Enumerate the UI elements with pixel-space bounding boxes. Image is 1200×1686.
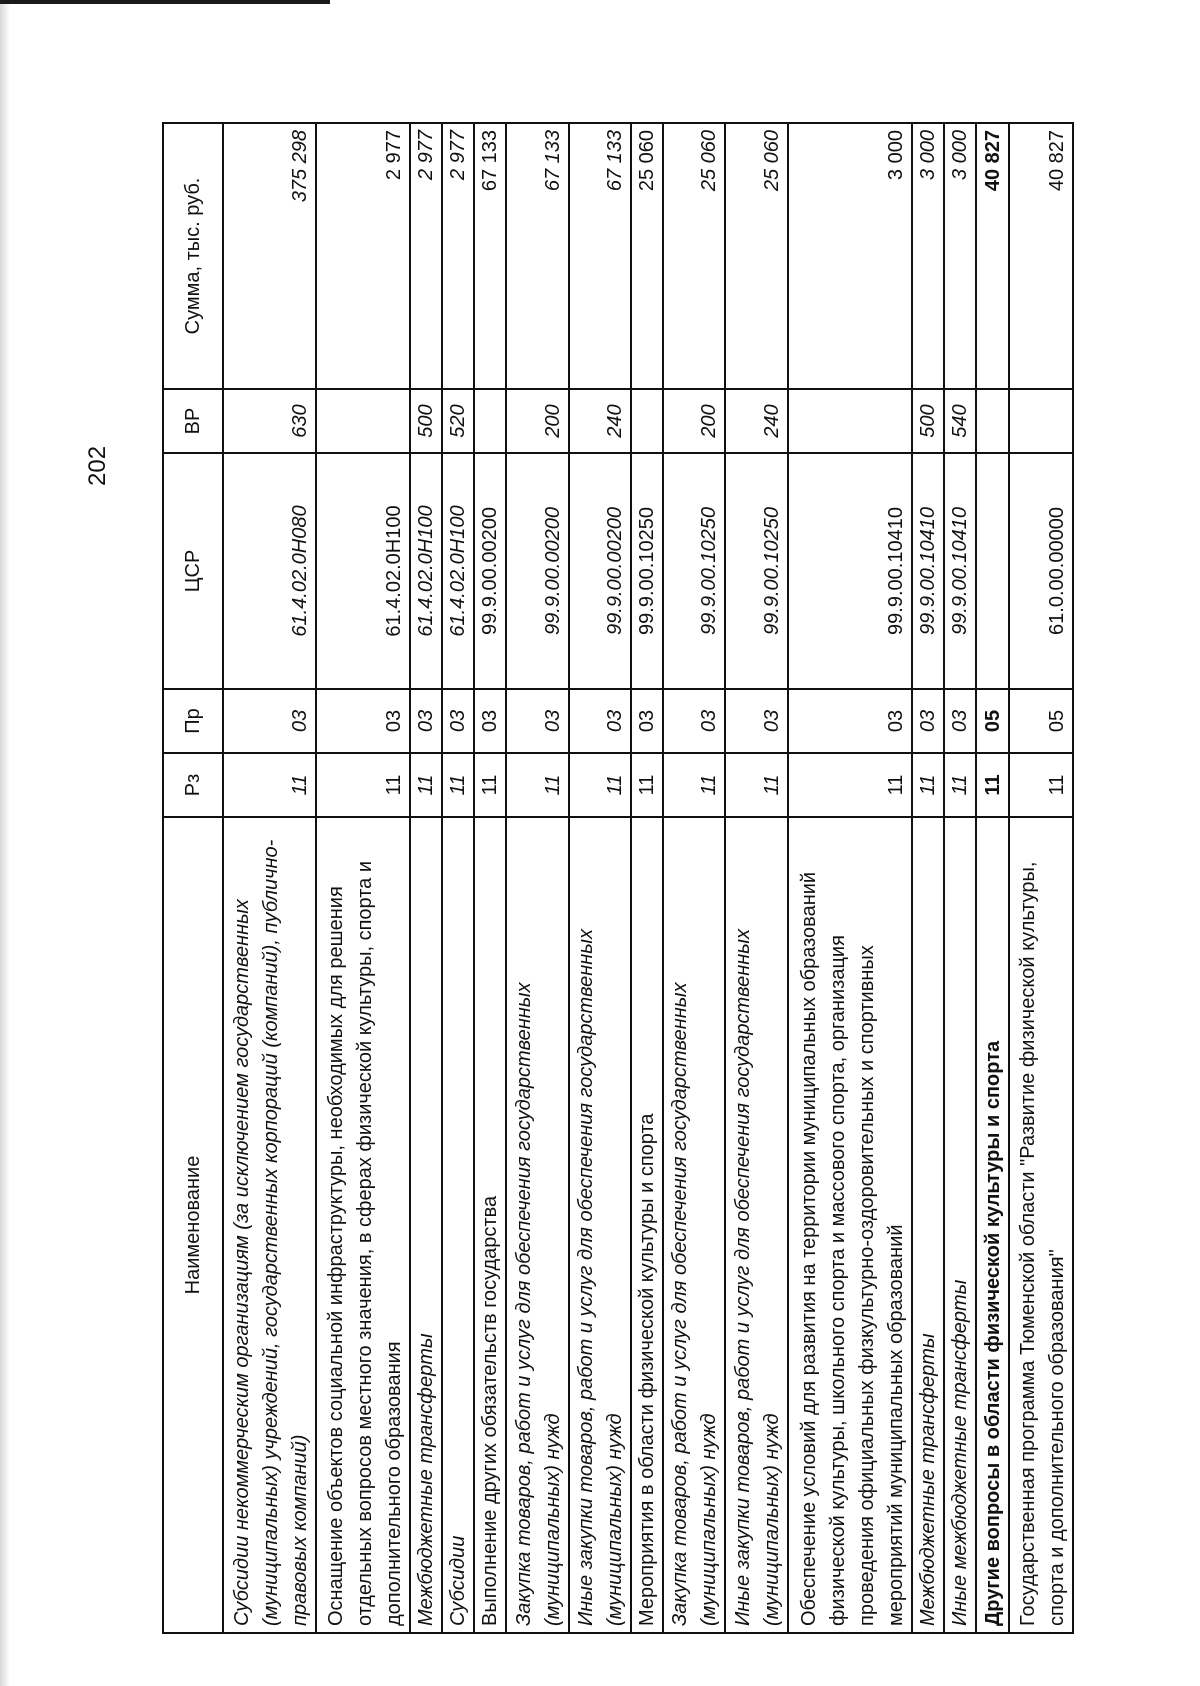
table-row [442, 123, 474, 1633]
header-csr: ЦСР [163, 453, 223, 689]
table-row [410, 123, 442, 1633]
cell-sum: 375 298 [223, 123, 316, 389]
cell-pr: 03 [663, 689, 725, 753]
cell-pr: 03 [410, 689, 442, 753]
cell-pr: 03 [442, 689, 474, 753]
table-row [944, 123, 976, 1633]
cell-sum: 67 133 [474, 123, 506, 389]
cell-sum: 2 977 [442, 123, 474, 389]
cell-rz: 11 [944, 753, 976, 817]
cell-pr: 03 [944, 689, 976, 753]
cell-csr: 61.0.00.00000 [1009, 453, 1073, 689]
cell-sum: 3 000 [788, 123, 913, 389]
cell-sum: 2 977 [410, 123, 442, 389]
cell-csr: 61.4.02.0Н080 [223, 453, 316, 689]
table-row [316, 123, 409, 1633]
cell-vr: 500 [912, 389, 944, 453]
budget-table [162, 122, 1074, 1634]
cell-rz: 11 [631, 753, 663, 817]
cell-csr: 99.9.00.10250 [725, 453, 787, 689]
cell-csr: 99.9.00.10250 [631, 453, 663, 689]
rotated-table-wrapper [162, 124, 1074, 1634]
cell-pr: 05 [976, 689, 1008, 753]
cell-vr: 240 [569, 389, 631, 453]
table-row [569, 123, 631, 1633]
cell-rz: 11 [474, 753, 506, 817]
cell-pr: 03 [631, 689, 663, 753]
cell-csr: 99.9.00.10410 [788, 453, 913, 689]
table-row [1009, 123, 1073, 1633]
cell-rz: 11 [663, 753, 725, 817]
cell-rz: 11 [976, 753, 1008, 817]
cell-pr: 03 [569, 689, 631, 753]
cell-csr: 99.9.00.00200 [474, 453, 506, 689]
cell-sum: 25 060 [631, 123, 663, 389]
cell-sum: 3 000 [944, 123, 976, 389]
table-row [223, 123, 316, 1633]
cell-rz: 11 [569, 753, 631, 817]
page-number: 202 [84, 445, 111, 486]
cell-csr: 61.4.02.0Н100 [442, 453, 474, 689]
cell-pr: 03 [474, 689, 506, 753]
cell-name: Мероприятия в области физической культуры и спорта [631, 817, 663, 1633]
cell-name: Государственная программа Тюменской области "Развитие физической культуры, спорта и дополнительного образования" [1009, 817, 1073, 1633]
cell-csr: 99.9.00.00200 [506, 453, 568, 689]
scan-edge [0, 0, 10, 1686]
table-row [725, 123, 787, 1633]
cell-rz: 11 [410, 753, 442, 817]
cell-vr [631, 389, 663, 453]
cell-sum: 2 977 [316, 123, 409, 389]
cell-name: Иные межбюджетные трансферты [944, 817, 976, 1633]
cell-name: Межбюджетные трансферты [410, 817, 442, 1633]
cell-vr [474, 389, 506, 453]
cell-csr: 99.9.00.10250 [663, 453, 725, 689]
cell-vr: 200 [506, 389, 568, 453]
cell-vr: 240 [725, 389, 787, 453]
cell-vr: 500 [410, 389, 442, 453]
cell-csr: 99.9.00.10410 [944, 453, 976, 689]
cell-name: Другие вопросы в области физической культуры и спорта [976, 817, 1008, 1633]
scan-edge-top [0, 0, 330, 4]
cell-rz: 11 [316, 753, 409, 817]
cell-pr: 03 [506, 689, 568, 753]
cell-sum: 40 827 [976, 123, 1008, 389]
cell-sum: 40 827 [1009, 123, 1073, 389]
cell-vr [1009, 389, 1073, 453]
cell-name: Субсидии [442, 817, 474, 1633]
cell-rz: 11 [725, 753, 787, 817]
cell-pr: 03 [316, 689, 409, 753]
cell-pr: 05 [1009, 689, 1073, 753]
cell-csr: 99.9.00.00200 [569, 453, 631, 689]
cell-vr: 630 [223, 389, 316, 453]
cell-vr [788, 389, 913, 453]
table-row [506, 123, 568, 1633]
cell-vr [976, 389, 1008, 453]
table-row [474, 123, 506, 1633]
cell-name: Закупка товаров, работ и услуг для обеспечения государственных (муниципальных) нужд [663, 817, 725, 1633]
cell-name: Иные закупки товаров, работ и услуг для обеспечения государственных (муниципальных) нужд [725, 817, 787, 1633]
cell-vr [316, 389, 409, 453]
cell-csr: 61.4.02.0Н100 [410, 453, 442, 689]
cell-name: Обеспечение условий для развития на территории муниципальных образований физической культуры, школьного спорта и массового спорта, организация проведения официальных физкультурно-оздоровительных и спортивных мероприятий муниципальных образований [788, 817, 913, 1633]
header-rz: Рз [163, 753, 223, 817]
table-header-row [163, 123, 223, 1633]
cell-rz: 11 [506, 753, 568, 817]
cell-sum: 3 000 [912, 123, 944, 389]
cell-name: Выполнение других обязательств государства [474, 817, 506, 1633]
table-row [788, 123, 913, 1633]
cell-rz: 11 [1009, 753, 1073, 817]
cell-pr: 03 [912, 689, 944, 753]
cell-pr: 03 [223, 689, 316, 753]
cell-vr: 540 [944, 389, 976, 453]
table-row [976, 123, 1008, 1633]
cell-csr [976, 453, 1008, 689]
cell-csr: 99.9.00.10410 [912, 453, 944, 689]
table-row [631, 123, 663, 1633]
cell-pr: 03 [725, 689, 787, 753]
cell-vr: 520 [442, 389, 474, 453]
header-pr: Пр [163, 689, 223, 753]
cell-rz: 11 [223, 753, 316, 817]
table-row [663, 123, 725, 1633]
cell-csr: 61.4.02.0Н100 [316, 453, 409, 689]
header-sum: Сумма, тыс. руб. [163, 123, 223, 389]
cell-vr: 200 [663, 389, 725, 453]
cell-sum: 25 060 [725, 123, 787, 389]
table-row [912, 123, 944, 1633]
header-vr: ВР [163, 389, 223, 453]
cell-name: Иные закупки товаров, работ и услуг для обеспечения государственных (муниципальных) нужд [569, 817, 631, 1633]
cell-pr: 03 [788, 689, 913, 753]
cell-name: Межбюджетные трансферты [912, 817, 944, 1633]
cell-rz: 11 [788, 753, 913, 817]
header-name: Наименование [163, 817, 223, 1633]
cell-name: Субсидии некоммерческим организациям (за исключением государственных (муниципальных) учреждений, государственных корпораций (компаний), публично-правовых компаний) [223, 817, 316, 1633]
cell-rz: 11 [912, 753, 944, 817]
cell-sum: 67 133 [506, 123, 568, 389]
cell-name: Закупка товаров, работ и услуг для обеспечения государственных (муниципальных) нужд [506, 817, 568, 1633]
cell-name: Оснащение объектов социальной инфраструктуры, необходимых для решения отдельных вопросов местного значения, в сферах физической культуры, спорта и дополнительного образования [316, 817, 409, 1633]
cell-sum: 67 133 [569, 123, 631, 389]
cell-rz: 11 [442, 753, 474, 817]
cell-sum: 25 060 [663, 123, 725, 389]
